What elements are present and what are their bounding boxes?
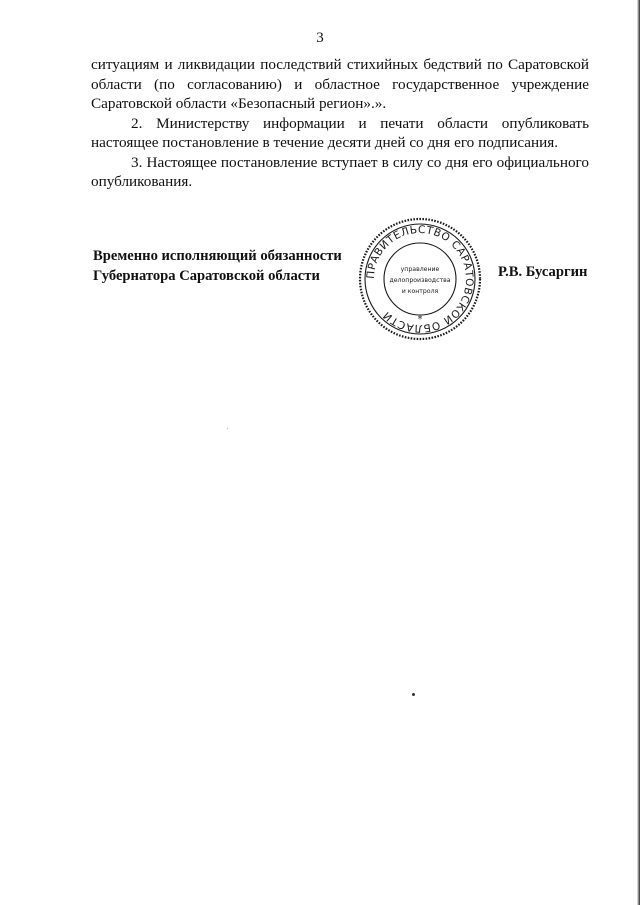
scan-speck [412, 693, 415, 696]
signatory-title-line-2: Губернатора Саратовской области [93, 267, 320, 284]
paragraph-2: 2. Министерству информации и печати области опубликовать настоящее постановление в течение десяти дней со дня его подписания. [91, 114, 589, 151]
paragraph-continuation: ситуациям и ликвидации последствий стихийных бедствий по Саратовской области (по согласованию) и областное государственное учреждение Саратовской области «Безопасный регион».». [91, 56, 589, 112]
scan-speck [227, 428, 228, 429]
seal-inner-line-1: управление [400, 266, 440, 273]
seal-star-icon: * [417, 314, 423, 325]
seal-inner-line-3: и контроля [401, 288, 439, 295]
seal-outer-text: ПРАВИТЕЛЬСТВО САРАТОВСКОЙ ОБЛАСТИ [364, 223, 476, 335]
signatory-name: Р.В. Бусаргин [498, 264, 588, 280]
seal-inner-line-2: делопроизводства [389, 277, 451, 284]
signatory-title-line-1: Временно исполняющий обязанности [93, 248, 342, 264]
paragraph-3: 3. Настоящее постановление вступает в силу со дня его официального опубликования. [91, 153, 589, 190]
page-number: 3 [316, 30, 324, 46]
signatory-title [93, 247, 342, 286]
official-seal-stamp [355, 214, 485, 344]
document-body [91, 55, 589, 192]
